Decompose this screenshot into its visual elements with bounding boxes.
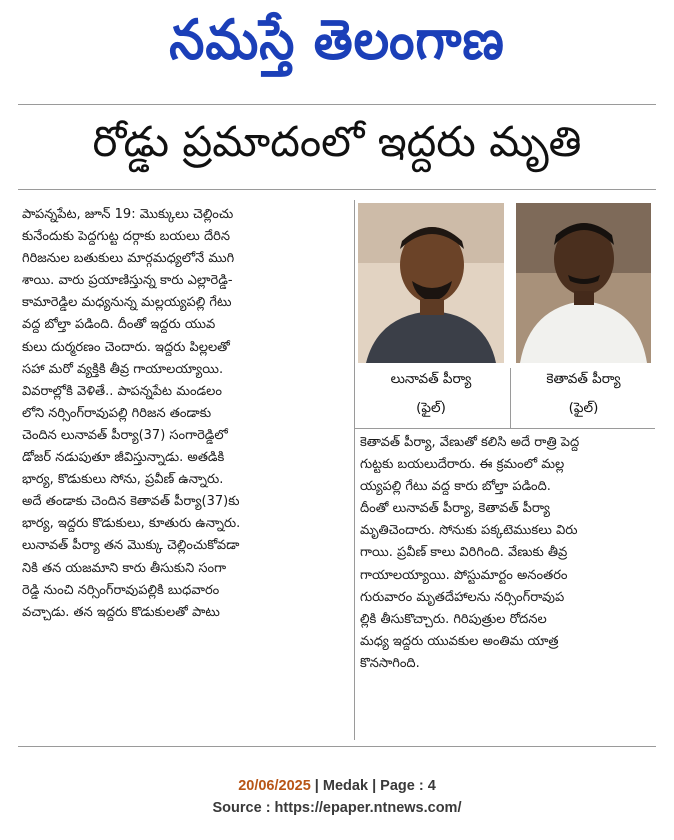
- article-line: నికి తన యజమాని కారు తీసుకుని సంగా: [22, 560, 227, 576]
- article-body-left: [22, 204, 350, 624]
- photo-lunavath-peerya: [358, 203, 504, 363]
- caption-note: (ఫైల్): [416, 400, 446, 416]
- caption-name: కెతావత్ పీర్యా: [546, 371, 621, 387]
- article-line: కొనసాగింది.: [360, 655, 420, 671]
- article-line: శాయి. వారు ప్రయాణిస్తున్న కారు ఎల్లారెడ్డి-: [22, 273, 233, 289]
- article-line: కులు దుర్మరణం చెందారు. ఇద్దరు పిల్లలతో: [22, 339, 230, 355]
- portrait-1-icon: [358, 203, 504, 363]
- photo-caption-2: [516, 365, 651, 423]
- article-line: భార్య, కొడుకులు సోను, ప్రవీణ్ ఉన్నారు.: [22, 472, 224, 488]
- photo-caption-1: [358, 365, 504, 423]
- article-line: ల్లికి తీసుకొచ్చారు. గిరిపుత్రుల రోదనల: [360, 611, 547, 627]
- article-line: లునావత్ పీర్యా తన మొక్కు చెల్లించుకోవడా: [22, 538, 240, 554]
- article-line: వివరాల్లోకి వెళితే.. పాపన్నపేట మండలం: [22, 383, 222, 399]
- top-divider: [18, 104, 656, 105]
- separator: |: [368, 778, 381, 794]
- article-line: డోజర్ నడుపుతూ జీవిస్తున్నాడు. అతడికి: [22, 450, 225, 466]
- masthead: [0, 0, 674, 80]
- edition-district: Medak: [322, 778, 369, 794]
- bottom-divider: [18, 746, 656, 747]
- article-line: సహా మరో వ్యక్తికి తీవ్ర గాయాలయ్యాయి.: [22, 361, 224, 377]
- article-line: వద్ద బోల్తా పడింది. దీంతో ఇద్దరు యువ: [22, 317, 216, 333]
- article-line: చెందిన లునావత్ పీర్యా(37) సంగారెడ్డిలో: [22, 427, 228, 443]
- article-line: కెతావత్ పీర్యా, వేణుతో కలిసి అదే రాత్రి పెద్ద: [360, 435, 580, 450]
- article-line: గుట్టకు బయలుదేరారు. ఈ క్రమంలో మల్ల: [360, 457, 565, 473]
- caption-note: (ఫైల్): [568, 400, 599, 416]
- article-line: మృతిచెందారు. సోనుకు పక్కటెముకలు విరు: [360, 523, 578, 539]
- separator: |: [310, 778, 323, 794]
- source-link[interactable]: Source : https://epaper.ntnews.com/: [212, 800, 462, 816]
- article-line: రెడ్డి నుంచి నర్సింగ్‌రావుపల్లికి బుధవారం: [22, 582, 220, 598]
- article-line: గాయాలయ్యాయి. పోస్టుమార్టం అనంతరం: [360, 567, 568, 583]
- footer-edition-line: [0, 776, 674, 796]
- caption-divider: [355, 428, 655, 429]
- article-line: కామారెడ్డిల మధ్యనున్న మల్లయ్యపల్లి గేటు: [22, 295, 232, 311]
- article-line: య్యపల్లి గేటు వద్ద కారు బోల్తా పడింది.: [360, 479, 551, 495]
- caption-name: లునావత్ పీర్యా: [390, 371, 472, 387]
- edition-page: Page : 4: [380, 778, 436, 794]
- article-line: భార్య, ఇద్దరు కొడుకులు, కూతురు ఉన్నారు.: [22, 516, 241, 532]
- column-divider: [354, 200, 355, 740]
- article-line: గాయి. ప్రవీణ్ కాలు విరిగింది. వేణుకు తీవ్ర: [360, 545, 568, 561]
- footer-source: [0, 798, 674, 818]
- article-line: దీంతో లునావత్ పీర్యా, కెతావత్ పీర్యా: [360, 501, 550, 517]
- newspaper-logo: నమస్తే తెలంగాణ: [169, 7, 505, 72]
- article-body-right: [360, 432, 654, 675]
- article-line: లోని నర్సింగ్‌రావుపల్లి గిరిజన తండాకు: [22, 405, 212, 421]
- photo-kethavath-peerya: [516, 203, 651, 363]
- article-line: వచ్చాడు. తన ఇద్దరు కొడుకులతో పాటు: [22, 604, 220, 620]
- photo-divider: [510, 368, 511, 428]
- article-headline: రోడ్డు ప్రమాదంలో ఇద్దరు మృతి: [92, 117, 582, 166]
- article-line: మధ్య ఇద్దరు యువకుల అంతిమ యాత్ర: [360, 633, 559, 649]
- portrait-2-icon: [516, 203, 651, 363]
- article-line: అదే తండాకు చెందిన కెతావత్ పీర్యా(37)కు: [22, 494, 240, 510]
- article-line: గురువారం మృతదేహాలను నర్సింగ్‌రావుప: [360, 589, 565, 605]
- article-line: పాపన్నపేట, జూన్ 19: మొక్కులు చెల్లించు: [22, 207, 234, 222]
- headline-divider: [18, 189, 656, 190]
- edition-date: 20/06/2025: [238, 778, 311, 794]
- article-line: గిరిజనుల బతుకులు మార్గమధ్యలోనే ముగి: [22, 251, 235, 267]
- article-line: కునేందుకు పెద్దగుట్ట దర్గాకు బయలు దేరిన: [22, 229, 230, 245]
